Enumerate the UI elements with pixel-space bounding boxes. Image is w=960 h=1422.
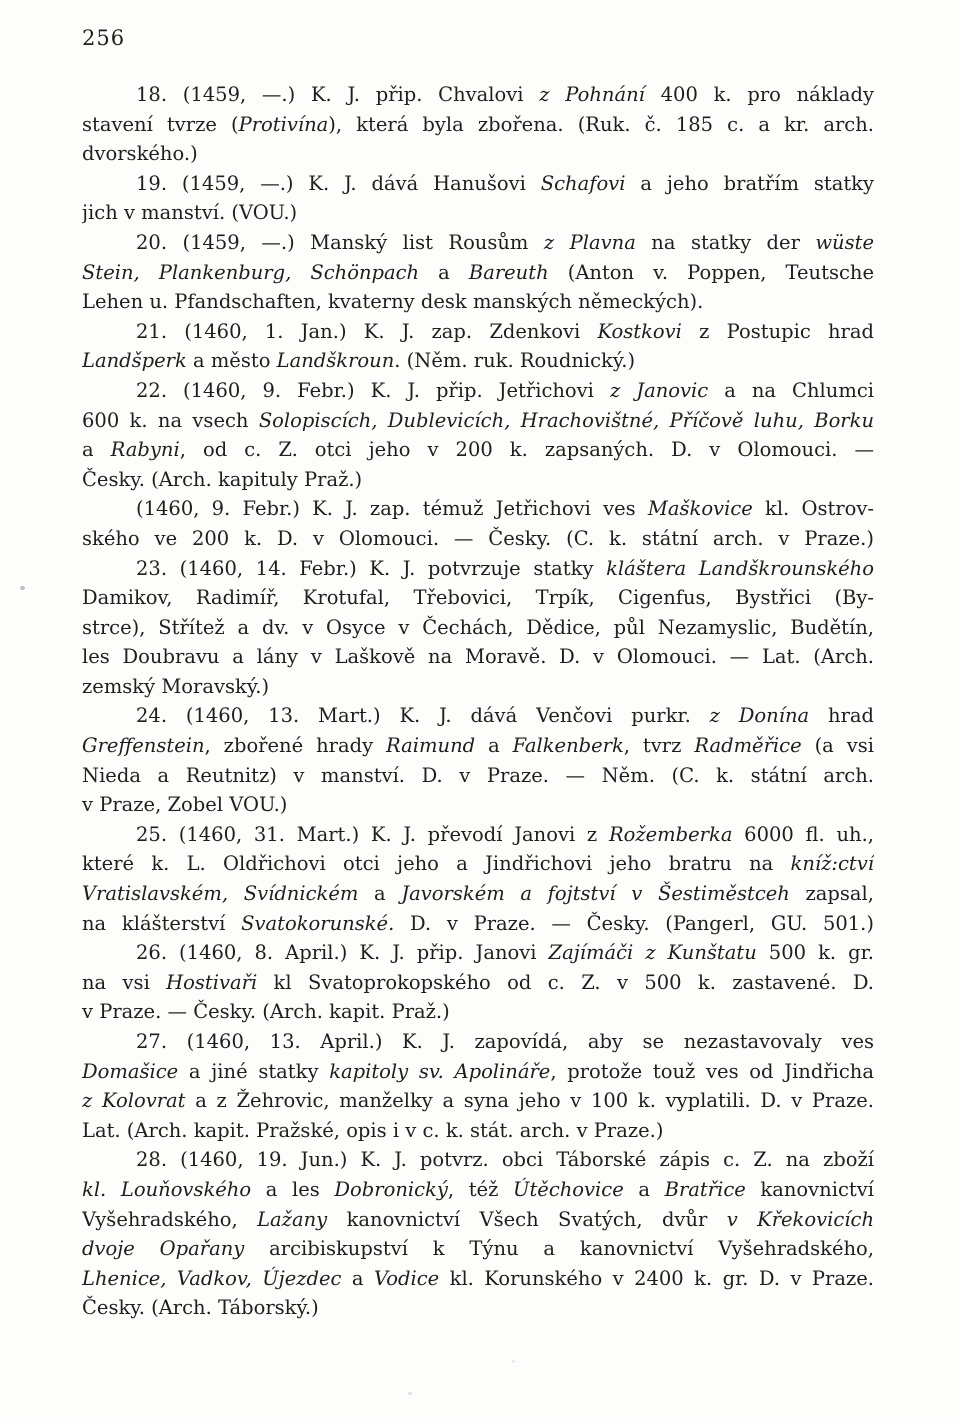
text-line	[82, 198, 874, 228]
italic-text: Landšperk	[82, 349, 187, 373]
roman-text: na vsi	[82, 970, 167, 994]
roman-text: kanovnictví Všech Svatých, dvůr	[327, 1207, 727, 1231]
roman-text: . (Něm. ruk. Roudnický.)	[394, 349, 636, 373]
roman-text: Lat. (Arch. kapit. Pražské, opis i v c. k. stát. arch. v Praze.)	[82, 1118, 664, 1142]
roman-text: 28. (1460, 19. Jun.) K. J. potvrz. obci Táborské zápis c. Z. na zboží	[136, 1148, 874, 1172]
text-line	[82, 1175, 874, 1205]
roman-text: a	[419, 260, 469, 284]
italic-text: Raimund	[386, 734, 476, 758]
roman-text: které k. L. Oldřichovi otci jeho a Jindřichovi jeho bratru na	[82, 852, 791, 876]
italic-text: Lhenice, Vadkov, Újezdec	[82, 1266, 342, 1290]
text-line	[82, 376, 874, 406]
text-line	[82, 554, 874, 584]
text-line	[82, 1264, 874, 1294]
roman-text: a	[623, 1177, 665, 1201]
text-line	[82, 790, 874, 820]
roman-text: les Doubravu a lány v Laškově na Moravě. D. v Olomouci. — Lat. (Arch.	[82, 645, 874, 669]
roman-text: (1460, 9. Febr.) K. J. zap. témuž Jetřichovi ves	[136, 497, 648, 521]
text-line	[82, 1205, 874, 1235]
roman-text: kl. Ostrov-	[752, 497, 874, 521]
text-line	[82, 494, 874, 524]
roman-text: stavení tvrze (	[82, 112, 239, 136]
text-line	[82, 465, 874, 495]
italic-text: Vratislavském, Svídnickém	[82, 882, 359, 906]
regesta-text-block	[82, 80, 874, 1323]
entry-25	[82, 820, 874, 938]
roman-text: 24. (1460, 13. Mart.) K. J. dává Venčovi purkr.	[136, 704, 710, 728]
roman-text: 21. (1460, 1. Jan.) K. J. zap. Zdenkovi	[136, 319, 598, 343]
italic-text: Maškovice	[647, 497, 753, 521]
italic-text: Greffenstein	[82, 734, 205, 758]
italic-text: z Donína	[709, 704, 810, 728]
italic-text: Útěchovice	[513, 1177, 624, 1201]
italic-text: Bratřice	[664, 1177, 746, 1201]
page-number: 256	[82, 26, 126, 50]
text-line	[82, 258, 874, 288]
roman-text: 25. (1460, 31. Mart.) K. J. převodí Janovi z	[136, 822, 609, 846]
roman-text: strce), Střítež a dv. v Osyce v Čechách, Dědice, půl Nezamyslic, Budětín,	[82, 615, 874, 639]
entry-22	[82, 376, 874, 494]
roman-text: (a vsi	[801, 734, 874, 758]
print-speck	[868, 96, 871, 99]
roman-text: kanovnictví	[745, 1177, 874, 1201]
italic-text: Solopiscích, Dublevicích, Hrachovištné, Příčově luhu, Borku	[258, 408, 874, 432]
italic-text: Stein, Plankenburg, Schönpach	[82, 260, 420, 284]
text-line	[82, 701, 874, 731]
entry-22b	[82, 494, 874, 553]
italic-text: Bareuth	[468, 260, 549, 284]
entry-23	[82, 554, 874, 702]
text-line	[82, 1027, 874, 1057]
roman-text: 500 k. gr.	[756, 941, 874, 965]
text-line	[82, 1145, 874, 1175]
text-line	[82, 672, 874, 702]
roman-text: a	[358, 882, 402, 906]
entry-26	[82, 938, 874, 1027]
roman-text: 400 k. pro náklady	[644, 83, 874, 106]
italic-text: kníž:ctví	[790, 852, 874, 876]
roman-text: , protože touž ves od Jindřicha	[550, 1059, 874, 1083]
roman-text: kl Svatoprokopského od c. Z. v 500 k. zastavené. D.	[257, 970, 874, 994]
italic-text: Zajímáči z Kunštatu	[548, 941, 757, 965]
entry-19	[82, 169, 874, 228]
roman-text: 18. (1459, —.) K. J. přip. Chvalovi	[136, 83, 540, 106]
italic-text: v Křekovicích	[726, 1207, 874, 1231]
roman-text: Česky. (Arch. Táborský.)	[82, 1296, 319, 1320]
roman-text: na statky der	[635, 230, 816, 254]
italic-text: Rožemberka	[608, 822, 733, 846]
roman-text: , též	[447, 1177, 514, 1201]
italic-text: Domašice	[82, 1059, 179, 1083]
print-speck	[512, 1360, 515, 1363]
roman-text: a na Chlumci	[708, 378, 874, 402]
text-line	[82, 938, 874, 968]
roman-text: na klášterství	[82, 911, 242, 935]
roman-text: a les	[251, 1177, 335, 1201]
roman-text: a	[82, 438, 111, 462]
italic-text: Landškroun	[276, 349, 395, 373]
roman-text: v Praze. — Česky. (Arch. kapit. Praž.)	[82, 1000, 450, 1024]
roman-text: , tvrz	[623, 734, 695, 758]
italic-text: kl. Louňovského	[82, 1177, 252, 1201]
italic-text: Rabyni	[110, 438, 180, 462]
text-line	[82, 228, 874, 258]
text-line	[82, 968, 874, 998]
italic-text: Svatokorunské	[241, 911, 389, 935]
italic-text: Lažany	[257, 1207, 328, 1231]
italic-text: Schafovi	[540, 171, 626, 195]
text-line	[82, 1086, 874, 1116]
entry-27	[82, 1027, 874, 1145]
text-line	[82, 317, 874, 347]
text-line	[82, 1234, 874, 1264]
roman-text: a jeho bratřím statky	[625, 171, 874, 195]
roman-text: arcibiskupství k Týnu a kanovnictví Vyšehradského,	[244, 1237, 874, 1261]
roman-text: ského ve 200 k. D. v Olomouci. — Česky. (C. k. státní arch. v Praze.)	[82, 526, 874, 550]
roman-text: dvorského.)	[82, 142, 198, 166]
text-line	[82, 80, 874, 110]
italic-text: Hostivaři	[166, 970, 258, 994]
roman-text: Česky. (Arch. kapituly Praž.)	[82, 467, 363, 491]
roman-text: Vyšehradského,	[82, 1207, 258, 1231]
roman-text: a jiné statky	[178, 1059, 330, 1083]
roman-text: 26. (1460, 8. April.) K. J. přip. Janovi	[136, 941, 549, 965]
text-line	[82, 169, 874, 199]
text-line	[82, 1116, 874, 1146]
roman-text: zapsal,	[789, 882, 874, 906]
roman-text: a	[475, 734, 513, 758]
entry-28	[82, 1145, 874, 1323]
italic-text: z Pohnání	[539, 83, 645, 106]
text-line	[82, 997, 874, 1027]
roman-text: Damikov, Radimíř, Krotufal, Třebovici, Trpík, Cigenfus, Bystřici (By-	[82, 586, 874, 610]
roman-text: Lehen u. Pfandschaften, kvaterny desk manských německých).	[82, 290, 704, 314]
text-line	[82, 406, 874, 436]
text-line	[82, 287, 874, 317]
text-line	[82, 761, 874, 791]
roman-text: ), která byla zbořena. (Ruk. č. 185 c. a kr. arch.	[328, 112, 874, 136]
roman-text: kl. Korunského v 2400 k. gr. D. v Praze.	[439, 1266, 874, 1290]
text-line	[82, 346, 874, 376]
text-line	[82, 583, 874, 613]
roman-text: 23. (1460, 14. Febr.) K. J. potvrzuje statky	[136, 556, 607, 580]
roman-text: 22. (1460, 9. Febr.) K. J. přip. Jetřichovi	[136, 378, 610, 402]
entry-21	[82, 317, 874, 376]
text-line	[82, 1057, 874, 1087]
italic-text: Falkenberk	[512, 734, 624, 758]
roman-text: 19. (1459, —.) K. J. dává Hanušovi	[136, 171, 541, 195]
entry-18	[82, 80, 874, 169]
italic-text: z Kolovrat	[82, 1089, 186, 1113]
italic-text: Javorském a fojtství v Šestiměstceh	[401, 882, 790, 906]
text-line	[82, 613, 874, 643]
italic-text: Dobronický	[334, 1177, 448, 1201]
roman-text: zemský Moravský.)	[82, 674, 270, 698]
italic-text: Kostkovi	[597, 319, 682, 343]
roman-text: a z Žehrovic, manželky a syna jeho v 100 k. vyplatili. D. v Praze.	[185, 1089, 874, 1113]
text-line	[82, 435, 874, 465]
text-line	[82, 909, 874, 939]
roman-text: a město	[186, 349, 277, 373]
roman-text: 600 k. na vsech	[82, 408, 259, 432]
roman-text: . D. v Praze. — Česky. (Pangerl, GU. 501.)	[388, 911, 874, 935]
roman-text: 27. (1460, 13. April.) K. J. zapovídá, aby se nezastavovaly ves	[136, 1030, 874, 1053]
roman-text: Nieda a Reutnitz) v manství. D. v Praze. — Něm. (C. k. státní arch.	[82, 763, 874, 787]
italic-text: Vodice	[373, 1266, 440, 1290]
roman-text: a	[341, 1266, 374, 1290]
roman-text: z Postupic hrad	[681, 319, 874, 343]
italic-text: z Janovic	[609, 378, 709, 402]
italic-text: Protivína	[238, 112, 329, 136]
italic-text: kapitoly sv. Apolináře	[329, 1059, 551, 1083]
roman-text: jich v manství. (VOU.)	[82, 201, 298, 225]
print-speck	[408, 1392, 412, 1395]
roman-text: 20. (1459, —.) Manský list Rousům	[136, 230, 544, 254]
italic-text: wüste	[815, 230, 874, 254]
text-line	[82, 879, 874, 909]
text-line	[82, 524, 874, 554]
italic-text: Radměřice	[694, 734, 802, 758]
italic-text: z Plavna	[543, 230, 636, 254]
print-speck	[20, 586, 25, 590]
italic-text: dvoje Opařany	[82, 1237, 245, 1261]
roman-text: , od c. Z. otci jeho v 200 k. zapsaných. D. v Olomouci. —	[179, 438, 874, 462]
roman-text: 6000 fl. uh.,	[732, 822, 874, 846]
text-line	[82, 139, 874, 169]
roman-text: hrad	[809, 704, 874, 728]
entry-20	[82, 228, 874, 317]
roman-text: v Praze, Zobel VOU.)	[82, 793, 288, 817]
entry-24	[82, 701, 874, 819]
text-line	[82, 642, 874, 672]
roman-text: (Anton v. Poppen, Teutsche	[548, 260, 874, 284]
text-line	[82, 820, 874, 850]
italic-text: kláštera Landškrounského	[606, 556, 874, 580]
text-line	[82, 1293, 874, 1323]
text-line	[82, 731, 874, 761]
text-line	[82, 110, 874, 140]
roman-text: , zbořené hrady	[204, 734, 387, 758]
text-line	[82, 849, 874, 879]
